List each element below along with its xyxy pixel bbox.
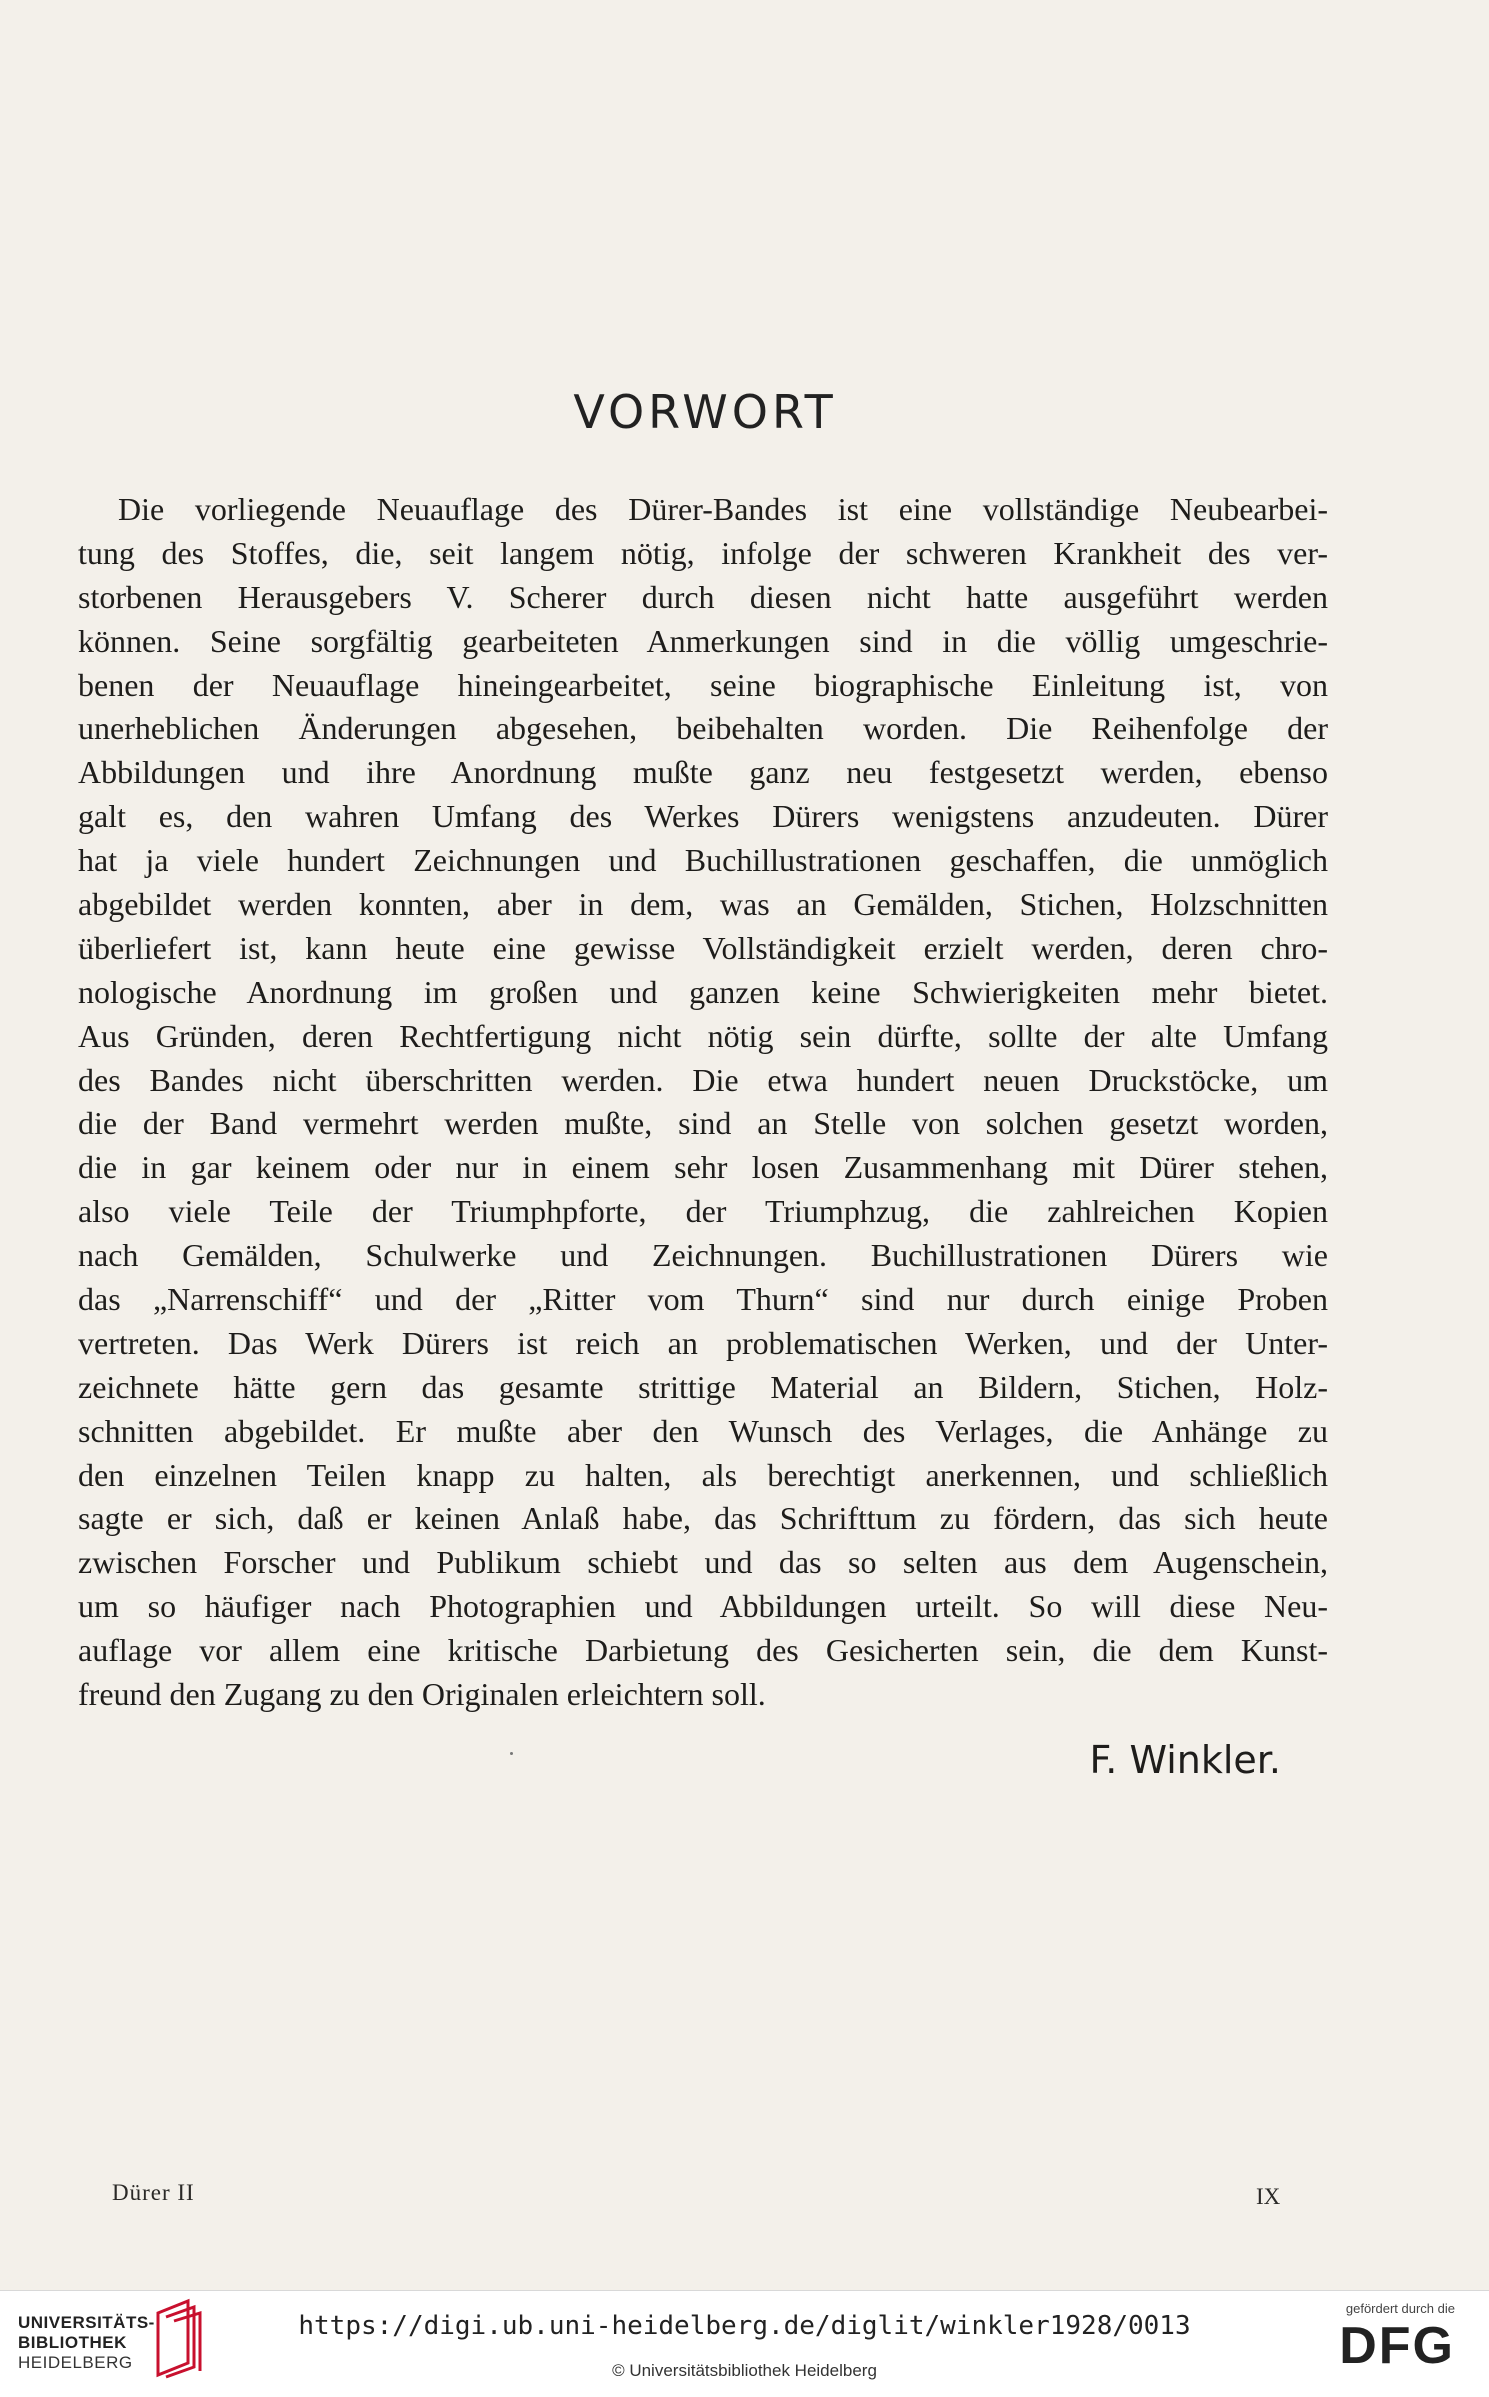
text-line: Aus Gründen, deren Rechtfertigung nicht nötig sein dürfte, sollte der alte Umfang <box>78 1017 1328 1054</box>
text-line: unerheblichen Änderungen abgesehen, beibehalten worden. Die Reihenfolge der <box>78 710 1328 747</box>
library-footer-bar <box>0 2290 1489 2397</box>
text-line: benen der Neuauflage hineingearbeitet, seine biographische Einleitung ist, von <box>78 666 1328 703</box>
library-logo-line: BIBLIOTHEK <box>18 2333 127 2352</box>
text-line: freund den Zugang zu den Originalen erleichtern soll. <box>78 1676 766 1713</box>
text-line: die der Band vermehrt werden mußte, sind an Stelle von solchen gesetzt worden, <box>78 1105 1328 1142</box>
text-line: sagte er sich, daß er keinen Anlaß habe, das Schrifttum zu fördern, das sich heute <box>78 1500 1328 1537</box>
text-line: Abbildungen und ihre Anordnung mußte ganz neu festgesetzt werden, ebenso <box>78 754 1328 791</box>
text-line: nologische Anordnung im großen und ganzen keine Schwierigkeiten mehr bietet. <box>78 973 1328 1010</box>
text-line: abgebildet werden konnten, aber in dem, was an Gemälden, Stichen, Holzschnitten <box>78 886 1328 923</box>
text-line: schnitten abgebildet. Er mußte aber den Wunsch des Verlages, die Anhänge zu <box>78 1412 1328 1449</box>
text-line: nach Gemälden, Schulwerke und Zeichnungen. Buchillustrationen Dürers wie <box>78 1237 1328 1274</box>
text-line: galt es, den wahren Umfang des Werkes Dürers wenigstens anzudeuten. Dürer <box>78 798 1328 835</box>
text-line: den einzelnen Teilen knapp zu halten, als berechtigt anerkennen, und schließlich <box>78 1456 1328 1493</box>
text-line: Die vorliegende Neuauflage des Dürer-Bandes ist eine vollständige Neubearbei- <box>118 491 1328 527</box>
text-line: zwischen Forscher und Publikum schiebt und das so selten aus dem Augenschein, <box>78 1544 1328 1581</box>
text-line: die in gar keinem oder nur in einem sehr losen Zusammenhang mit Dürer stehen, <box>78 1149 1328 1186</box>
running-footer: Dürer II <box>112 2180 195 2205</box>
text-line: storbenen Herausgebers V. Scherer durch diesen nicht hatte ausgeführt werden <box>78 578 1328 615</box>
text-line: überliefert ist, kann heute eine gewisse Vollständigkeit erzielt werden, deren chro- <box>78 929 1328 966</box>
library-logo-line: UNIVERSITÄTS- <box>18 2313 155 2332</box>
text-line: um so häufiger nach Photographien und Abbildungen urteilt. So will diese Neu- <box>78 1588 1328 1625</box>
page-title: VORWORT <box>573 385 837 439</box>
dfg-caption: gefördert durch die <box>1345 2301 1455 2316</box>
text-line: tung des Stoffes, die, seit langem nötig, infolge der schweren Krankheit des ver- <box>78 534 1328 571</box>
dfg-funding-logo[interactable] <box>1339 2301 1455 2374</box>
print-speck <box>510 1752 513 1755</box>
author-signature: F. Winkler. <box>1089 1738 1281 1782</box>
preface-text <box>78 488 1328 1717</box>
text-line: des Bandes nicht überschritten werden. Die etwa hundert neuen Druckstöcke, um <box>78 1061 1328 1098</box>
permalink-url[interactable]: https://digi.ub.uni-heidelberg.de/diglit/winkler1928/0013 <box>298 2311 1191 2341</box>
text-line: das „Narrenschiff“ und der „Ritter vom Thurn“ sind nur durch einige Proben <box>78 1281 1328 1318</box>
library-logo-line: HEIDELBERG <box>18 2353 133 2372</box>
copyright-notice: © Universitätsbibliothek Heidelberg <box>612 2361 877 2380</box>
page-number: IX <box>1256 2184 1281 2209</box>
text-line: hat ja viele hundert Zeichnungen und Buchillustrationen geschaffen, die unmöglich <box>78 842 1328 879</box>
text-line: also viele Teile der Triumphpforte, der Triumphzug, die zahlreichen Kopien <box>78 1193 1328 1230</box>
text-line: zeichnete hätte gern das gesamte strittige Material an Bildern, Stichen, Holz- <box>78 1368 1328 1405</box>
dfg-logo-text: DFG <box>1339 2317 1455 2375</box>
text-line: vertreten. Das Werk Dürers ist reich an problematischen Werken, und der Unter- <box>78 1324 1328 1361</box>
text-line: können. Seine sorgfältig gearbeiteten Anmerkungen sind in die völlig umgeschrie- <box>78 622 1328 659</box>
text-line: auflage vor allem eine kritische Darbietung des Gesicherten sein, die dem Kunst- <box>78 1632 1328 1669</box>
